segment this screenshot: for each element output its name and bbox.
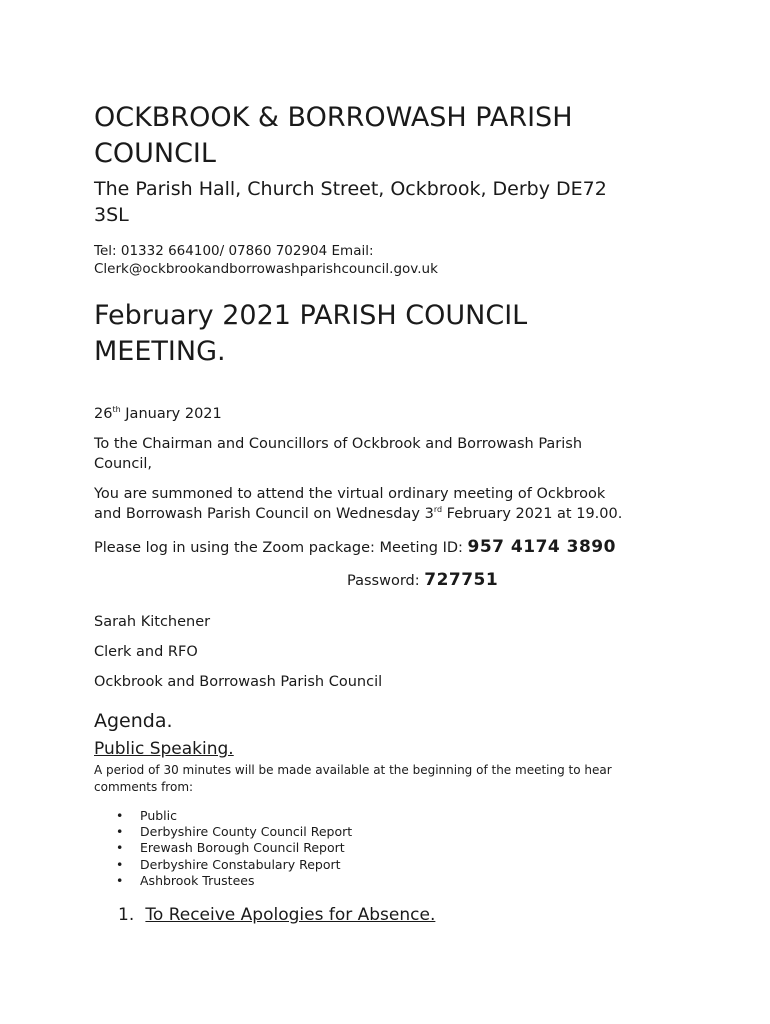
list-item-text: Public	[140, 808, 177, 823]
public-speaking-desc-line1: A period of 30 minutes will be made available at the beginning of the meeting to hear	[94, 763, 612, 777]
salutation	[94, 434, 710, 474]
contact-phone-line: Tel: 01332 664100/ 07860 702904 Email:	[94, 243, 374, 259]
public-speaking-heading: Public Speaking.	[94, 739, 234, 759]
summons-paragraph	[94, 484, 710, 524]
list-item	[116, 808, 710, 824]
council-address	[94, 176, 710, 228]
password-value: 727751	[424, 570, 499, 590]
zoom-text: Please log in using the Zoom package: Meeting ID:	[94, 540, 468, 556]
meeting-title-line1: February 2021 PARISH COUNCIL	[94, 300, 528, 331]
bullet-icon: •	[116, 872, 124, 888]
address-line1: The Parish Hall, Church Street, Ockbrook, Derby DE72	[94, 178, 607, 200]
meeting-id: 957 4174 3890	[467, 537, 616, 557]
bullet-icon: •	[116, 840, 124, 856]
list-item-text: Derbyshire County Council Report	[140, 824, 353, 840]
signatory-org: Ockbrook and Borrowash Parish Council	[94, 674, 383, 690]
public-speaking-desc-line2: comments from:	[94, 780, 194, 794]
password-label: Password:	[347, 573, 425, 589]
agenda-item-1	[118, 903, 710, 927]
meeting-title-line2: MEETING.	[94, 336, 226, 367]
summons-line2a: and Borrowash Parish Council on Wednesday 3	[94, 506, 434, 522]
agenda-heading: Agenda.	[94, 710, 173, 732]
list-item	[116, 873, 710, 889]
list-item	[116, 840, 710, 856]
signatory-role: Clerk and RFO	[94, 644, 198, 660]
bullet-icon: •	[116, 808, 124, 823]
zoom-password	[347, 567, 710, 594]
agenda-item-number: 1.	[118, 905, 135, 926]
list-item-text: Derbyshire Constabulary Report	[140, 856, 341, 872]
salutation-line2: Council,	[94, 456, 153, 472]
bullet-icon: •	[116, 856, 124, 872]
date-rest: January 2021	[120, 406, 222, 422]
bullet-icon: •	[116, 824, 124, 840]
list-item	[116, 824, 710, 840]
address-line2: 3SL	[94, 204, 129, 226]
council-name-line2: COUNCIL	[94, 138, 216, 169]
list-item-text: Ashbrook Trustees	[140, 872, 255, 888]
zoom-instructions	[94, 534, 710, 561]
summons-line2b: February 2021 at 19.00.	[442, 506, 623, 522]
agenda-item-text: To Receive Apologies for Absence.	[145, 905, 436, 926]
summons-sup: rd	[433, 505, 443, 515]
public-speaking-list	[94, 808, 710, 889]
contact-email: Clerk@ockbrookandborrowashparishcouncil.gov.uk	[94, 261, 438, 277]
letter-date	[94, 404, 710, 424]
salutation-line1: To the Chairman and Councillors of Ockbrook and Borrowash Parish	[94, 436, 583, 452]
contact-details	[94, 242, 710, 278]
date-suffix: th	[112, 405, 121, 415]
public-speaking-description	[94, 762, 710, 796]
list-item	[116, 857, 710, 873]
meeting-title	[94, 298, 710, 370]
date-day: 26	[94, 406, 113, 422]
council-name-line1: OCKBROOK & BORROWASH PARISH	[94, 102, 573, 133]
council-name-heading	[94, 100, 710, 172]
signatory-name: Sarah Kitchener	[94, 614, 211, 630]
list-item-text: Erewash Borough Council Report	[140, 840, 345, 856]
summons-line1: You are summoned to attend the virtual ordinary meeting of Ockbrook	[94, 486, 606, 502]
